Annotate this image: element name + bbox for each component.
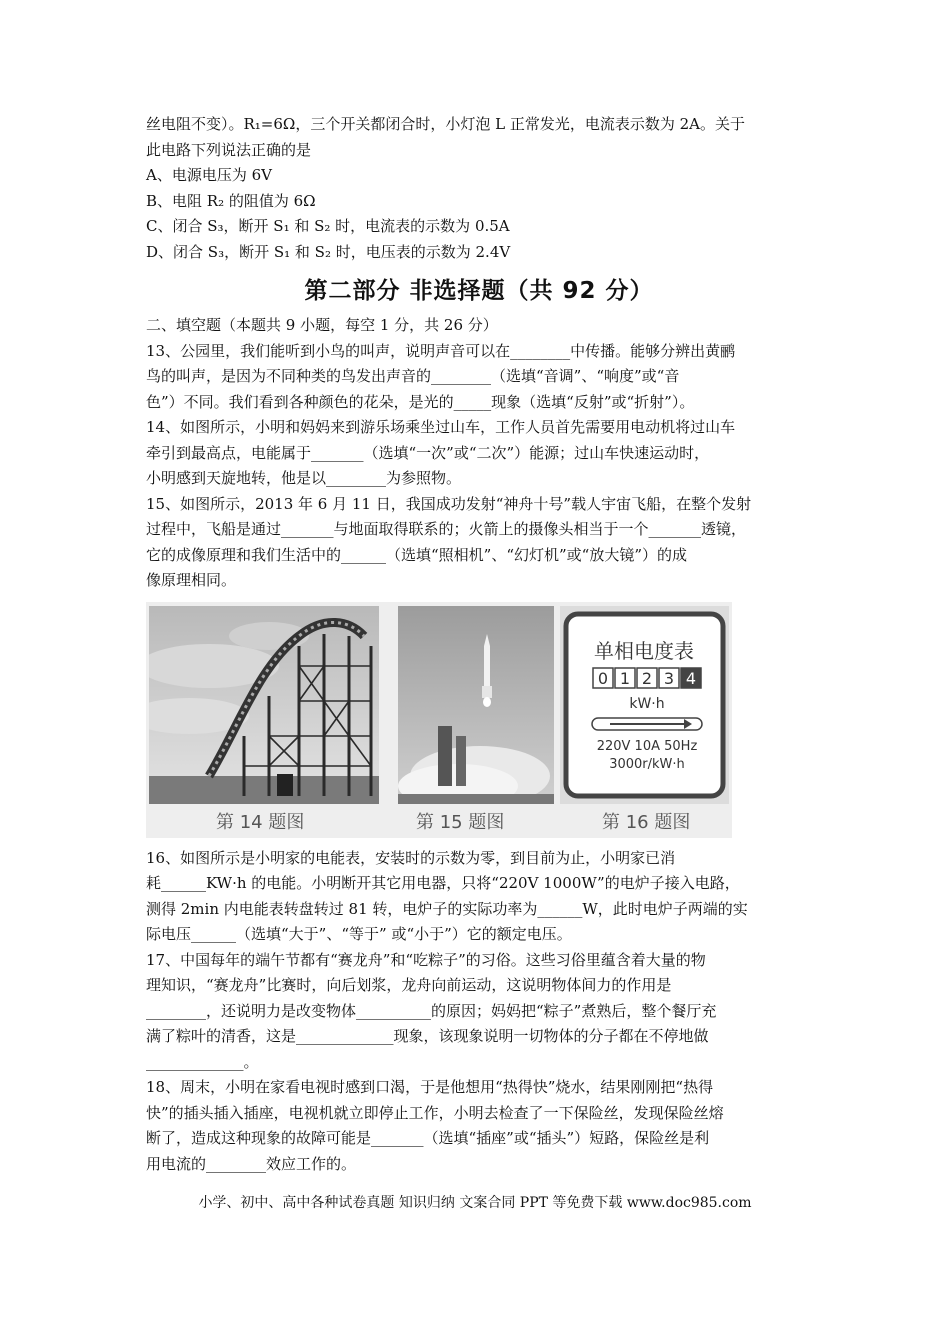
meter-digit: 0	[597, 668, 609, 688]
figure-caption-15: 第 15 题图	[416, 811, 505, 833]
q15-line-3: 它的成像原理和我们生活中的______（选填“照相机”、“幻灯机”或“放大镜”）的成	[146, 545, 688, 564]
meter-digit: 3	[663, 668, 675, 688]
meter-title: 单相电度表	[594, 638, 694, 663]
q18-line-1: 18、周末，小明在家看电视时感到口渴，于是他想用“热得快”烧水，结果刚刚把“热得	[146, 1078, 714, 1096]
q16-line-1: 16、如图所示是小明家的电能表，安装时的示数为零，到目前为止，小明家已消	[146, 848, 676, 867]
meter-unit: kW·h	[629, 695, 665, 712]
q17-line-2: 理知识，“赛龙舟”比赛时，向后划浆，龙舟向前运动，这说明物体间力的作用是	[146, 976, 672, 994]
q17-line-3: ________，还说明力是改变物体__________的原因；妈妈把“粽子”煮熟后，整个餐厅充	[146, 1001, 717, 1020]
section-heading: 二、填空题（本题共 9 小题，每空 1 分，共 26 分）	[146, 316, 498, 334]
meter-digit-row	[593, 668, 701, 688]
meter-constant: 3000r/kW·h	[609, 756, 685, 772]
q16-line-2: 耗______KW·h 的电能。小明断开其它用电器，只将“220V 1000W”的电炉子接入电路，	[146, 874, 740, 892]
exam-page	[146, 112, 812, 1177]
part-title: 第二部分 非选择题（共 92 分）	[304, 278, 654, 304]
q17-line-5: _____________。	[146, 1052, 259, 1071]
electricity-meter	[560, 606, 729, 804]
meter-digit: 4	[685, 668, 697, 688]
q12-option-b: B、电阻 R₂ 的阻值为 6Ω	[146, 191, 316, 210]
q15-line-2: 过程中，飞船是通过_______与地面取得联系的；火箭上的摄像头相当于一个_______透镜，	[146, 520, 747, 538]
q12-line-1: 丝电阻不变）。R₁=6Ω，三个开关都闭合时，小灯泡 L 正常发光，电流表示数为 2A。关于	[146, 115, 746, 133]
q13-line-1: 13、公园里，我们能听到小鸟的叫声，说明声音可以在________中传播。能够分辨出黄鹂	[146, 341, 736, 360]
q12-option-c: C、闭合 S₃，断开 S₁ 和 S₂ 时，电流表的示数为 0.5A	[146, 217, 510, 235]
q12-line-2: 此电路下列说法正确的是	[146, 140, 312, 159]
q14-line-3: 小明感到天旋地转，他是以________为参照物。	[146, 469, 462, 487]
q12-option-d: D、闭合 S₃，断开 S₁ 和 S₂ 时，电压表的示数为 2.4V	[146, 242, 511, 261]
q13-line-2: 鸟的叫声，是因为不同种类的鸟发出声音的________（选填“音调”、“响度”或“音	[146, 367, 680, 385]
q15-line-4: 像原理相同。	[146, 571, 237, 589]
q16-line-4: 际电压______（选填“大于”、“等于” 或“小于”）它的额定电压。	[146, 925, 572, 943]
meter-dial	[592, 718, 702, 730]
figure-caption-16: 第 16 题图	[602, 811, 691, 833]
q12-option-a: A、电源电压为 6V	[146, 166, 272, 184]
q17-line-1: 17、中国每年的端午节都有“赛龙舟”和“吃粽子”的习俗。这些习俗里蕴含着大量的物	[146, 950, 706, 969]
q17-line-4: 满了粽叶的清香，这是_____________现象，该现象说明一切物体的分子都在不停地做	[146, 1027, 709, 1045]
q16-line-3: 测得 2min 内电能表转盘转过 81 转，电炉子的实际功率为______W，此时电炉子两端的实	[146, 899, 748, 918]
meter-digit: 2	[641, 668, 653, 688]
q18-line-3: 断了，造成这种现象的故障可能是_______（选填“插座”或“插头”）短路，保险丝是利	[146, 1129, 710, 1147]
q18-line-4: 用电流的________效应工作的。	[146, 1154, 357, 1173]
q14-line-1: 14、如图所示，小明和妈妈来到游乐场乘坐过山车，工作人员首先需要用电动机将过山车	[146, 418, 736, 436]
footer-watermark: 小学、初中、高中各种试卷真题 知识归纳 文案合同 PPT 等免费下载 www.doc985.com	[198, 1195, 752, 1211]
q14-line-2: 牵引到最高点，电能属于_______（选填“一次”或“二次”）能源；过山车快速运动时，	[146, 443, 710, 462]
figure-strip	[146, 602, 732, 838]
meter-digit: 1	[619, 668, 631, 688]
q18-line-2: 快”的插头插入插座，电视机就立即停止工作，小明去检查了一下保险丝，发现保险丝熔	[146, 1103, 724, 1122]
meter-rating: 220V 10A 50Hz	[596, 738, 698, 754]
rocket-launch-photo	[398, 606, 554, 804]
q13-line-3: 色”）不同。我们看到各种颜色的花朵，是光的_____现象（选填“反射”或“折射”）。	[146, 392, 695, 411]
figure-caption-14: 第 14 题图	[216, 811, 305, 833]
roller-coaster-photo	[149, 606, 379, 804]
q15-line-1: 15、如图所示，2013 年 6 月 11 日，我国成功发射“神舟十号”载人宇宙飞船，在整个发射	[146, 494, 752, 513]
